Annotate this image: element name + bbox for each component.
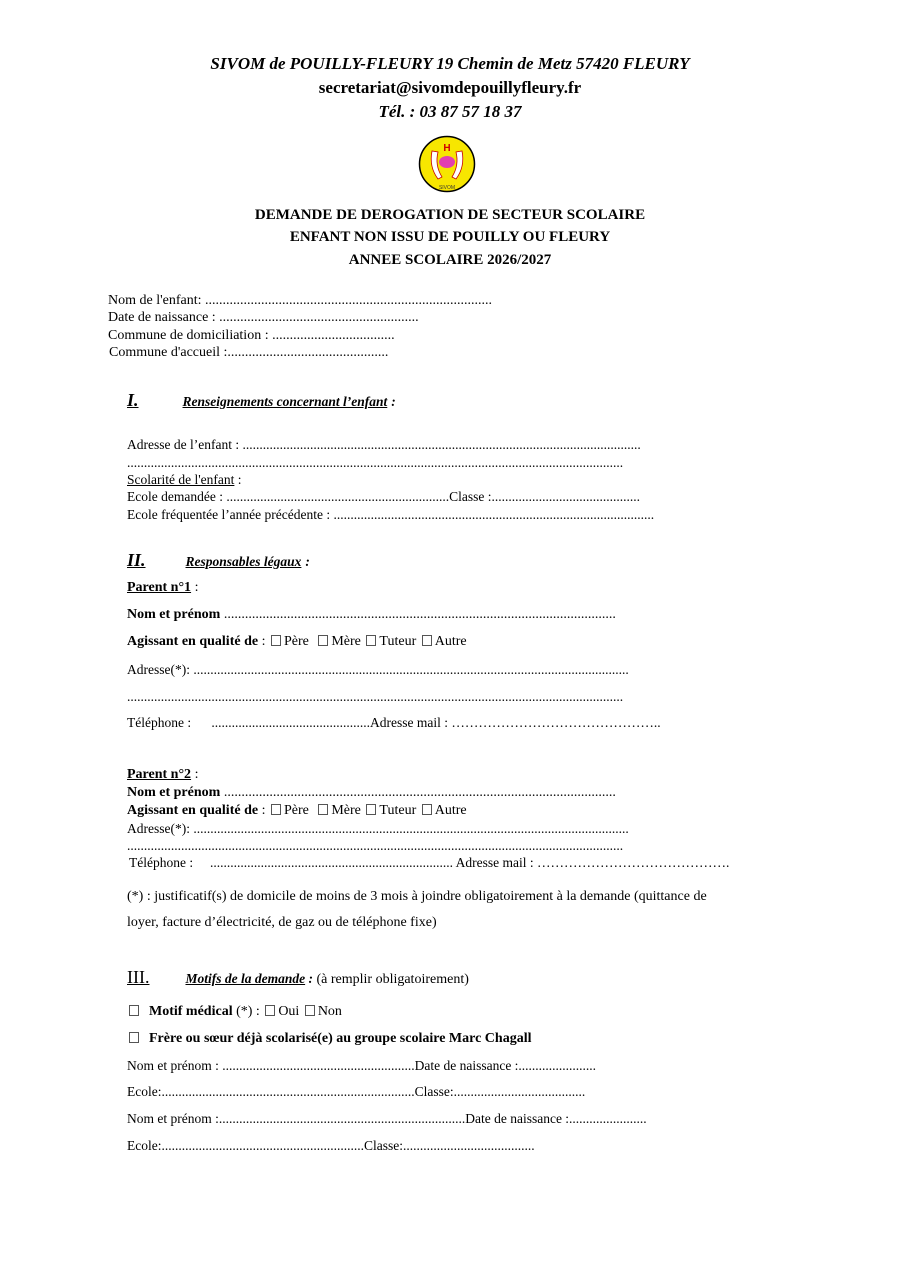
parent-1-qualite-colon: : (258, 634, 266, 649)
option-tuteur-2: Tuteur (379, 803, 417, 818)
checkbox-oui[interactable] (265, 1005, 275, 1016)
logo-graphic (418, 135, 476, 193)
section-1-colon: : (391, 394, 396, 409)
parent-2-qualite-label: Agissant en qualité de (127, 803, 259, 818)
checkbox-autre-1[interactable] (422, 635, 432, 646)
option-pere-2: Père (283, 803, 309, 818)
section-3-heading (127, 967, 469, 988)
option-autre-2: Autre (434, 803, 467, 818)
parent-1-nom-dots[interactable]: ................................................................................................................ (220, 607, 616, 622)
parent-1-telephone[interactable]: Téléphone : ...............................................Adresse mail : ……………………………………….. (127, 715, 661, 730)
parent-1-nom-field[interactable] (127, 607, 616, 623)
motif-medical-row (127, 1004, 342, 1020)
motif-medical-label: Motif médical (149, 1004, 233, 1019)
sibling-1-nom[interactable]: Nom et prénom : .........................................................Date de naissance :....................... (127, 1058, 597, 1073)
parent-1-label (127, 580, 198, 596)
option-autre-1: Autre (434, 634, 467, 649)
scolarite-label-text: Scolarité de l'enfant (127, 472, 235, 487)
parent-2-label (127, 767, 198, 783)
parent-1-adresse[interactable]: Adresse(*): ................................................................................................................................. (127, 662, 629, 677)
title-line-2: ENFANT NON ISSU DE POUILLY OU FLEURY (289, 229, 611, 245)
header-phone: Tél. : 03 87 57 18 37 (378, 102, 522, 121)
parent-2-nom-field[interactable] (127, 785, 616, 801)
parent-1-label-text: Parent n°1 (127, 580, 192, 595)
parent-1-adresse-cont[interactable]: ................................................................................................................................................... (127, 689, 624, 704)
checkbox-mere-1[interactable] (318, 635, 328, 646)
section-1-number: I. (127, 390, 139, 410)
checkbox-tuteur-2[interactable] (366, 804, 376, 815)
field-ecole-demandee[interactable]: Ecole demandée : ..................................................................Classe :............................................ (127, 489, 640, 504)
parent-2-qualite (127, 803, 467, 819)
sibling-1-ecole[interactable]: Ecole:...........................................................................Classe:....................................... (127, 1084, 586, 1099)
field-nom-enfant[interactable]: Nom de l'enfant: .................................................................................. (108, 293, 492, 308)
checkbox-frere-soeur[interactable] (129, 1032, 139, 1043)
parent-1-nom-label: Nom et prénom (127, 607, 221, 622)
checkbox-pere-1[interactable] (271, 635, 281, 646)
section-3-title: Motifs de la demande (185, 971, 306, 986)
checkbox-pere-2[interactable] (271, 804, 281, 815)
section-2-colon: : (305, 554, 310, 569)
logo-letter: H (443, 143, 451, 154)
note-line-2: loyer, facture d’électricité, de gaz ou de téléphone fixe) (127, 915, 437, 930)
section-2-number: II. (127, 550, 146, 570)
field-commune-domiciliation[interactable]: Commune de domiciliation : ................................... (108, 328, 395, 343)
frere-soeur-label: Frère ou sœur déjà scolarisé(e) au groupe scolaire Marc Chagall (149, 1031, 532, 1046)
checkbox-tuteur-1[interactable] (366, 635, 376, 646)
section-1-heading (127, 390, 396, 411)
option-tuteur-1: Tuteur (379, 634, 417, 649)
title-line-1: DEMANDE DE DEROGATION DE SECTEUR SCOLAIRE (254, 207, 646, 223)
parent-2-label-text: Parent n°2 (127, 767, 192, 782)
parent-2-label-colon: : (191, 767, 199, 782)
parent-1-qualite-label: Agissant en qualité de (127, 634, 259, 649)
note-line-1: (*) : justificatif(s) de domicile de moins de 3 mois à joindre obligatoirement à la demande (quittance de (127, 889, 707, 904)
field-adresse-enfant[interactable]: Adresse de l’enfant : ...................................................................................................................... (127, 437, 641, 452)
section-1-title: Renseignements concernant l’enfant (182, 394, 388, 409)
section-3-colon: : (305, 971, 313, 986)
checkbox-non[interactable] (305, 1005, 315, 1016)
checkbox-motif-medical[interactable] (129, 1005, 139, 1016)
title-line-3: ANNEE SCOLAIRE 2026/2027 (348, 252, 552, 268)
option-mere-1: Mère (331, 634, 361, 649)
logo-ring-text: SIVOM (438, 185, 456, 191)
option-oui: Oui (278, 1004, 300, 1019)
checkbox-mere-2[interactable] (318, 804, 328, 815)
sibling-2-ecole[interactable]: Ecole:............................................................Classe:....................................... (127, 1138, 535, 1153)
frere-soeur-row (127, 1031, 531, 1047)
section-3-subtitle: (à remplir obligatoirement) (312, 972, 469, 987)
parent-1-label-colon: : (191, 580, 199, 595)
parent-2-nom-dots[interactable]: ................................................................................................................ (220, 785, 616, 800)
motif-medical-suffix: (*) : (232, 1004, 260, 1019)
field-adresse-enfant-cont[interactable]: ................................................................................................................................................... (127, 455, 624, 470)
parent-2-telephone[interactable]: Téléphone : ........................................................................ Adresse mail : ……………………………………. (129, 855, 730, 870)
parent-2-nom-label: Nom et prénom (127, 785, 221, 800)
header-email: secretariat@sivomdepouillyfleury.fr (318, 78, 582, 97)
parent-2-qualite-colon: : (258, 803, 266, 818)
field-commune-accueil[interactable]: Commune d'accueil :.............................................. (109, 345, 389, 360)
section-2-heading (127, 550, 310, 571)
section-3-number: III. (127, 967, 150, 987)
option-pere-1: Père (283, 634, 309, 649)
field-ecole-frequentee[interactable]: Ecole fréquentée l’année précédente : ............................................................................................... (127, 507, 655, 522)
checkbox-autre-2[interactable] (422, 804, 432, 815)
scolarite-label-colon: : (234, 472, 242, 487)
scolarite-label (127, 472, 242, 488)
sivom-logo (418, 135, 476, 193)
sibling-2-nom[interactable]: Nom et prénom :.........................................................................Date de naissance :....................... (127, 1111, 647, 1126)
parent-1-qualite (127, 634, 467, 650)
header-address: SIVOM de POUILLY-FLEURY 19 Chemin de Metz 57420 FLEURY (210, 54, 690, 73)
section-2-title: Responsables légaux (185, 554, 302, 569)
parent-2-adresse-cont[interactable]: ................................................................................................................................................... (127, 838, 624, 853)
option-mere-2: Mère (331, 803, 361, 818)
parent-2-adresse[interactable]: Adresse(*): ................................................................................................................................. (127, 821, 629, 836)
option-non: Non (317, 1004, 342, 1019)
field-date-naissance[interactable]: Date de naissance : ......................................................... (108, 310, 419, 325)
